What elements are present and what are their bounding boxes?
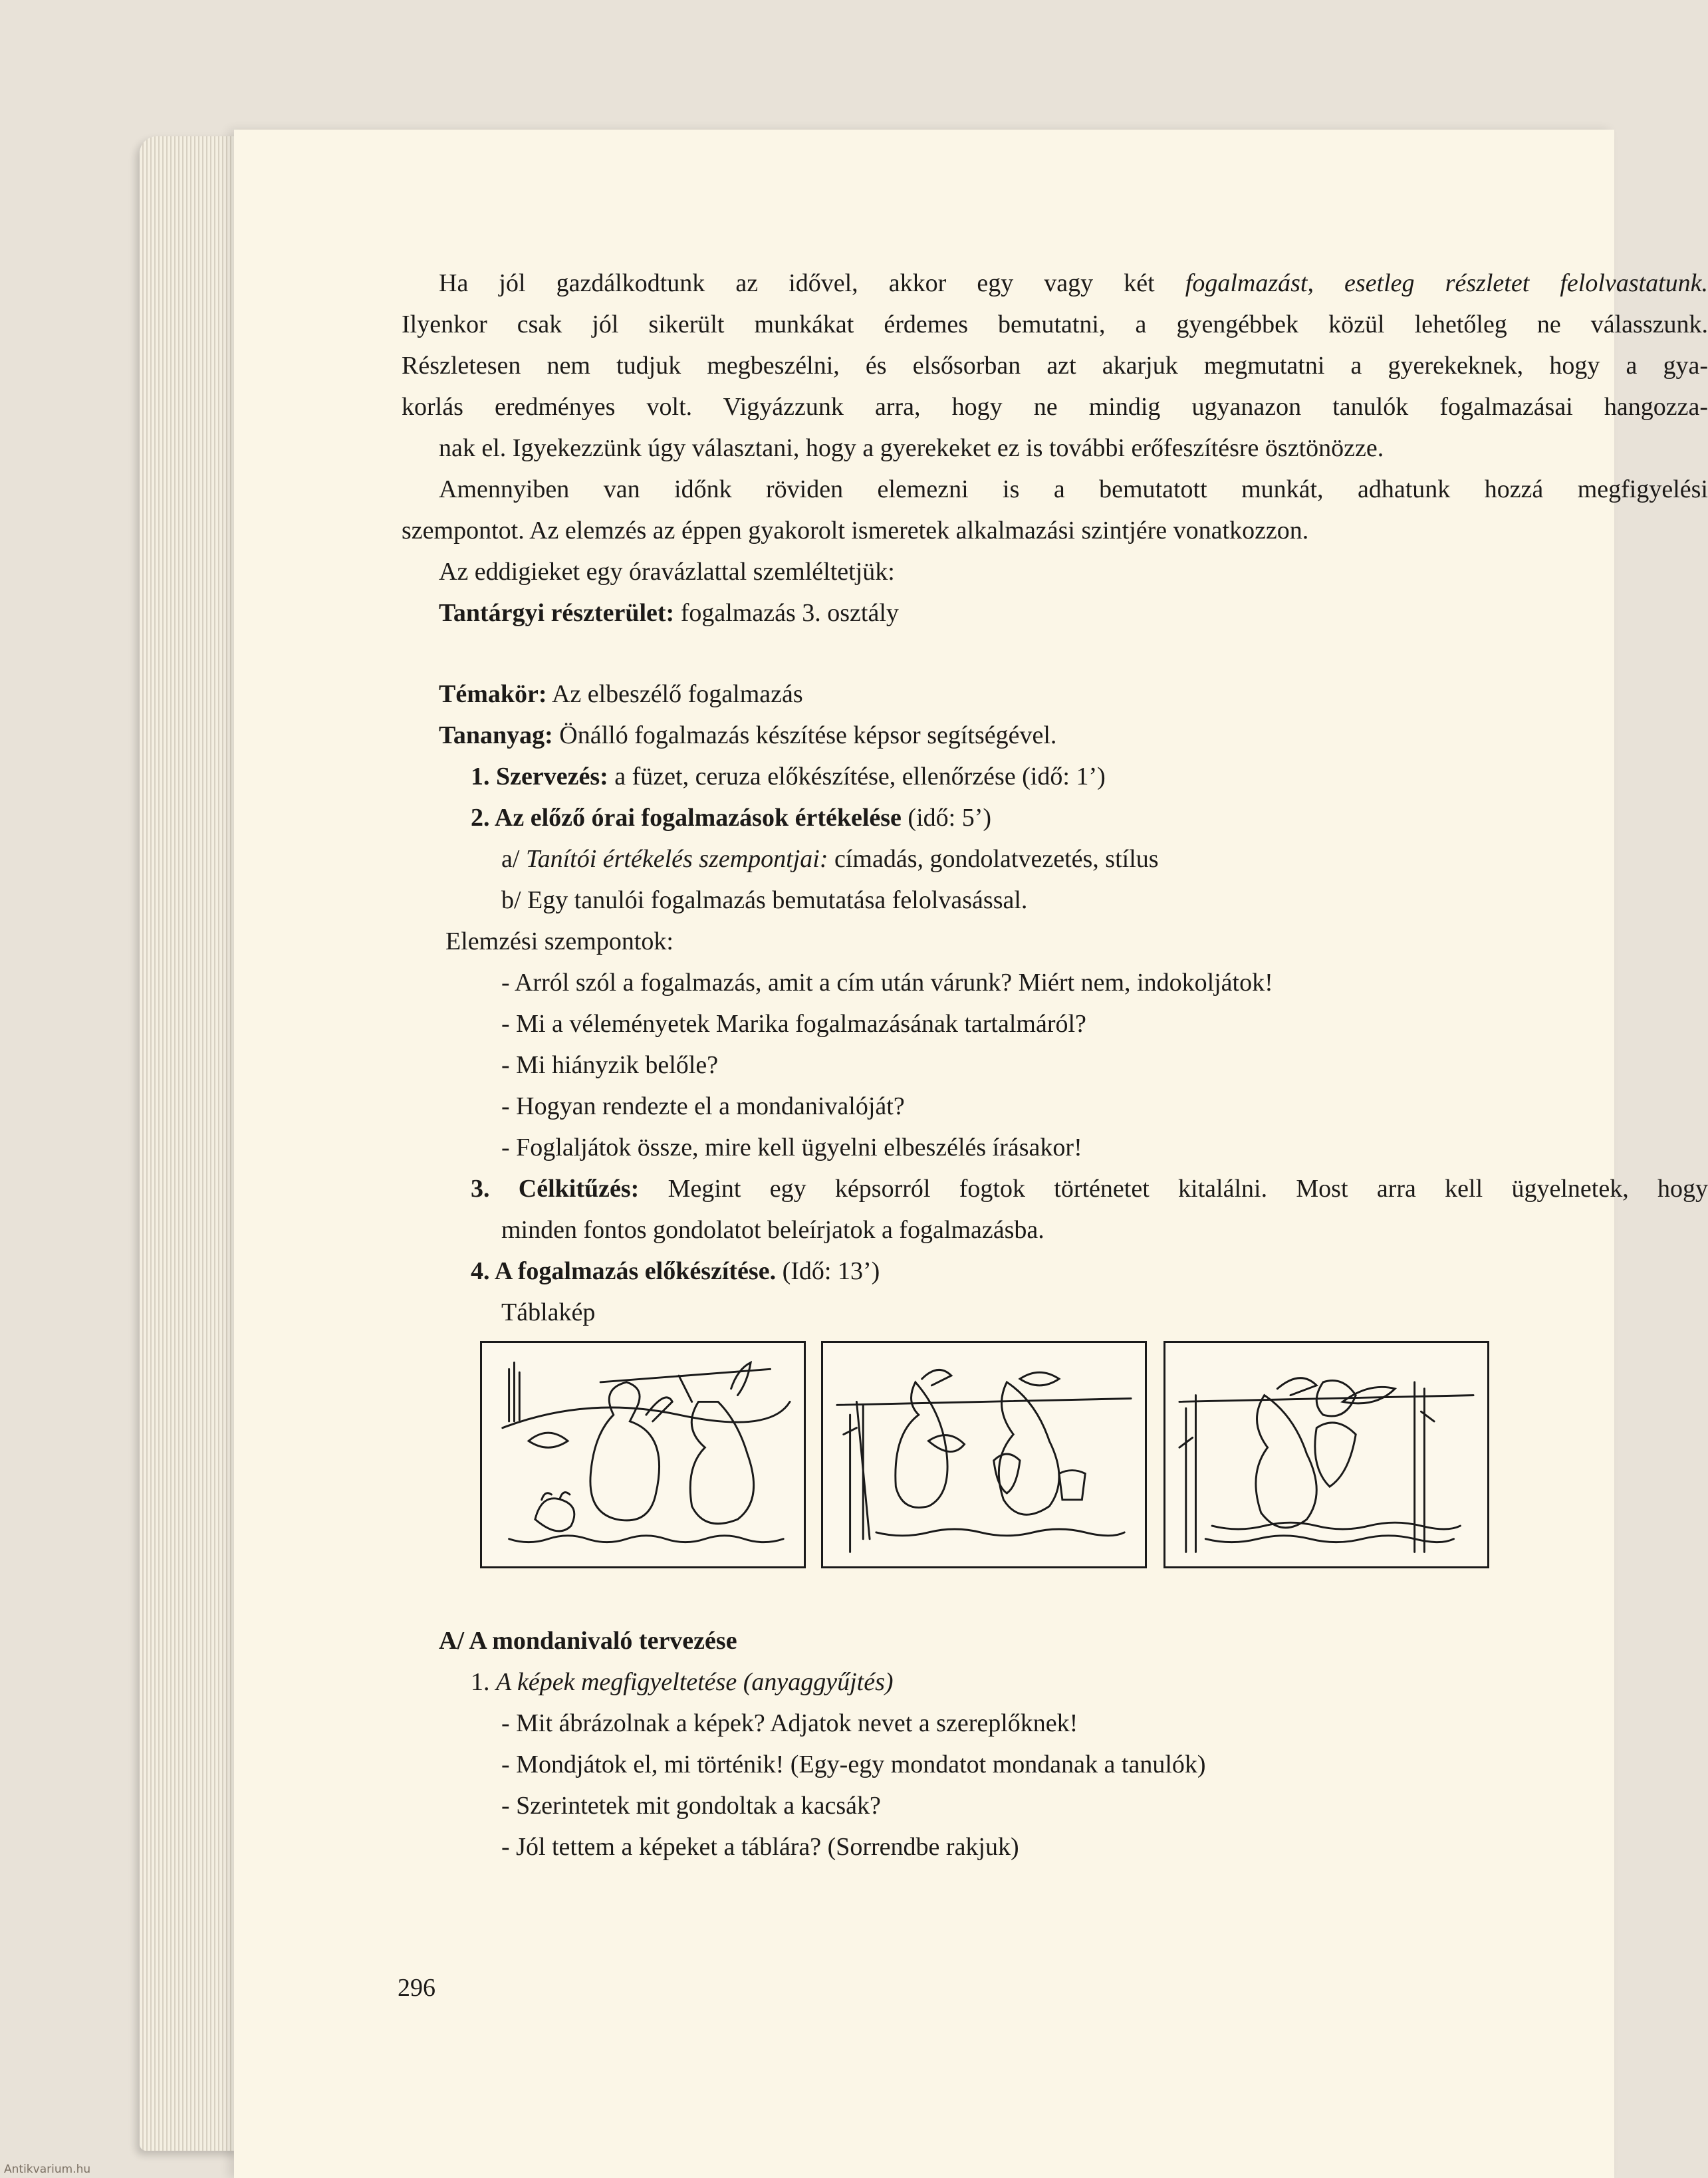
section-a-point: 1. A képek megfigyeltetése (anyaggyűjtés) (471, 1668, 894, 1696)
ducks-market-drawing (823, 1343, 1145, 1566)
step-4-sub: Táblakép (501, 1298, 596, 1326)
book-page (234, 130, 1708, 2178)
page-number: 296 (398, 1974, 435, 2002)
analysis-item: - Mi a véleményetek Marika fogalmazásának tartalmáról? (501, 1010, 1086, 1038)
step-1: 1. Szervezés: a füzet, ceruza előkészítése, ellenőrzése (idő: 1’) (471, 763, 1106, 790)
illustration-frame-1 (480, 1341, 806, 1568)
section-a-item: - Szerintetek mit gondoltak a kacsák? (501, 1792, 881, 1820)
para-1-line-4: korlás eredményes volt. Vigyázzunk arra, hogy ne mindig ugyanazon tanulók fogalmazásai hangozza- (402, 393, 1708, 421)
para-2-line-2: szempontot. Az elemzés az éppen gyakorolt ismeretek alkalmazási szintjére vonatkozzon. (402, 517, 1309, 544)
illustration-frame-2 (821, 1341, 1147, 1568)
analysis-item: - Foglaljátok össze, mire kell ügyelni elbeszélés írásakor! (501, 1134, 1082, 1161)
section-a-item: - Jól tettem a képeket a táblára? (Sorrendbe rakjuk) (501, 1833, 1019, 1861)
step-2: 2. Az előző órai fogalmazások értékelése (idő: 5’) (471, 804, 991, 832)
para-1-line-1: Ha jól gazdálkodtunk az idővel, akkor egy vagy két fogalmazást, esetleg részletet felolvastatunk. (439, 269, 1708, 297)
para-1-line-3: Részletesen nem tudjuk megbeszélni, és elsősorban azt akarjuk megmutatni a gyerekeknek, hogy a gya- (402, 352, 1708, 380)
step-3-cont: minden fontos gondolatot beleírjatok a fogalmazásba. (501, 1216, 1044, 1244)
step-2-a: a/ Tanítói értékelés szempontjai: címadás, gondolatvezetés, stílus (501, 845, 1159, 873)
illustration-row (480, 1341, 1708, 1620)
material-line (402, 715, 1708, 756)
page-stack-edge (140, 136, 239, 2151)
para-3: Az eddigieket egy óravázlattal szemléltetjük: (439, 558, 895, 586)
subject-line (402, 592, 1708, 634)
subject-value: fogalmazás 3. osztály (680, 599, 899, 627)
step-2-b: b/ Egy tanulói fogalmazás bemutatása felolvasással. (501, 886, 1028, 914)
analysis-item: - Hogyan rendezte el a mondanivalóját? (501, 1092, 905, 1120)
illustration-frame-3 (1163, 1341, 1489, 1568)
topic-label: Témakör: (439, 680, 547, 708)
analysis-item: - Arról szól a fogalmazás, amit a cím után várunk? Miért nem, indokoljátok! (501, 969, 1273, 997)
ducks-reeds-drawing (1165, 1343, 1487, 1566)
para-1-line-2: Ilyenkor csak jól sikerült munkákat érdemes bemutatni, a gyengébbek közül lehetőleg ne válasszunk. (402, 310, 1708, 338)
para-2-line-1: Amennyiben van időnk röviden elemezni is a bemutatott munkát, adhatunk hozzá megfigyelési (439, 475, 1708, 503)
analysis-heading: Elemzési szempontok: (445, 927, 673, 955)
watermark: Antikvarium.hu (4, 2163, 91, 2176)
ducks-frog-drawing (482, 1343, 804, 1566)
topic-value: Az elbeszélő fogalmazás (551, 680, 803, 708)
section-a-heading: A/ A mondanivaló tervezése (439, 1627, 737, 1655)
step-3: 3. Célkitűzés: Megint egy képsorról fogtok történetet kitalálni. Most arra kell ügyelnetek, hogy (471, 1175, 1708, 1203)
material-value: Önálló fogalmazás készítése képsor segítségével. (559, 721, 1057, 749)
para-1-line-5: nak el. Igyekezzünk úgy választani, hogy a gyerekeket ez is további erőfeszítésre ösztönözze. (439, 434, 1384, 462)
page-content (402, 263, 1708, 1868)
step-4: 4. A fogalmazás előkészítése. (Idő: 13’) (471, 1257, 880, 1285)
topic-line (402, 673, 1708, 715)
section-a-item: - Mit ábrázolnak a képek? Adjatok nevet a szereplőknek! (501, 1709, 1078, 1737)
section-a-item: - Mondjátok el, mi történik! (Egy-egy mondatot mondanak a tanulók) (501, 1751, 1206, 1778)
italic-phrase: fogalmazást, esetleg részletet felolvastatunk. (1185, 269, 1708, 297)
material-label: Tananyag: (439, 721, 553, 749)
subject-label: Tantárgyi részterület: (439, 599, 675, 627)
analysis-item: - Mi hiányzik belőle? (501, 1051, 719, 1079)
